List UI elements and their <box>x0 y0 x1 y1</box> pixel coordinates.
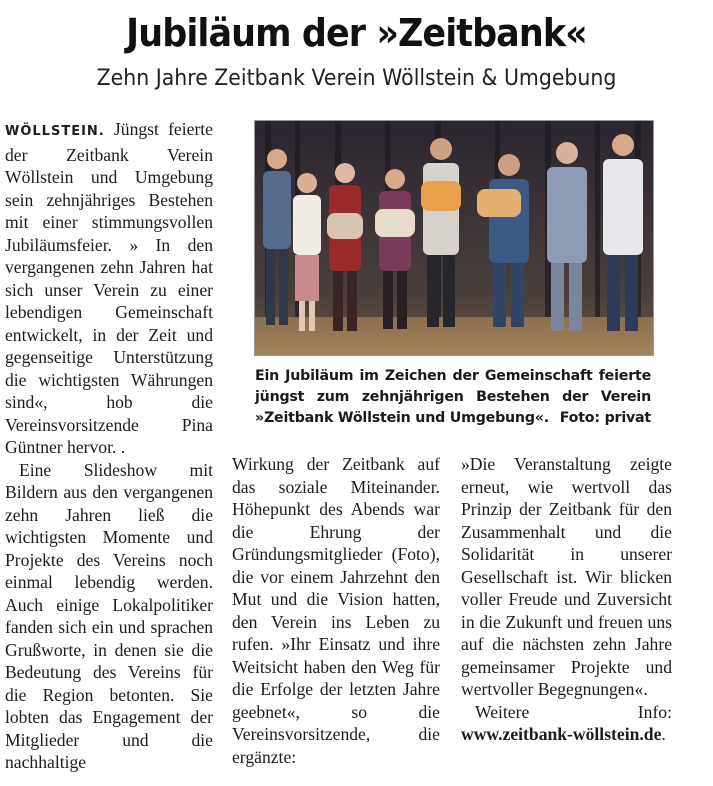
info-end: . <box>661 724 666 744</box>
dateline: WÖLLSTEIN. <box>5 124 105 139</box>
photo-caption <box>255 366 651 429</box>
caption-text: Ein Jubiläum im Zeichen der Gemeinschaft feierte jüngst zum zehnjährigen Bestehen der Verein »Zeitbank Wöllstein und Umgebung«. <box>255 368 651 426</box>
article-paragraph: »Die Veranstaltung zeigte erneut, wie wertvoll das Prinzip der Zeitbank für den Zusammenhalt und die Solidarität in unserer Gesellschaft ist. Wir blicken voller Freude und Zuversicht in die Zukunft und freuen uns auf die nächsten zehn Jahre gemeinsamer Projekte und wertvoller Begegnungen«. <box>461 454 672 699</box>
info-label: Weitere Info: <box>475 701 672 722</box>
article-paragraph: Eine Slideshow mit Bildern aus den vergangenen zehn Jahren ließ die wichtigsten Momente und Projekte des Vereins noch einmal lebendig werden. Auch einige Lokalpolitiker fanden sich ein und sprachen Grußworte, in denen sie die Bedeutung des Vereins für die Region betonten. Sie lobten das Engagement der Mitglieder und die nachhaltige <box>5 459 213 772</box>
group-photo-illustration <box>255 121 653 355</box>
article-paragraph: Wirkung der Zeitbank auf das soziale Miteinander. Höhepunkt des Abends war die Ehrung der Gründungsmitglieder (Foto), die vor einem Jahrzehnt den Mut und die Vision hatten, den Verein ins Leben zu rufen. »Ihr Einsatz und ihre Weitsicht haben den Weg für die Erfolge der letzten Jahre geebnet«, so die Vereinsvorsitzende, die ergänzte: <box>232 454 440 767</box>
article-paragraph <box>461 701 672 746</box>
info-link[interactable]: www.zeitbank-wöllstein.de <box>461 724 662 744</box>
group-photo <box>254 120 654 356</box>
photo-credit: Foto: privat <box>559 410 651 426</box>
article-paragraph <box>5 118 213 459</box>
paragraph-text: Jüngst feierte der Zeitbank Verein Wöllstein und Umgebung sein zehnjähriges Bestehen mit einer stimmungsvollen Jubiläumsfeier. » In den vergangenen zehn Jahren hat sich unser Verein zu einer lebendigen Gemeinschaft entwickelt, in der Zeit und gegenseitige Unterstützung die wichtigsten Währungen sind«, hob die Vereinsvorsitzende Pina Güntner hervor. . <box>5 119 213 457</box>
article-column-3 <box>461 453 672 746</box>
article-column-2 <box>232 453 440 768</box>
article-column-1 <box>5 118 213 774</box>
article-headline: Jubiläum der »Zeitbank« <box>126 11 587 55</box>
article-subheadline: Zehn Jahre Zeitbank Verein Wöllstein & Umgebung <box>96 66 617 91</box>
